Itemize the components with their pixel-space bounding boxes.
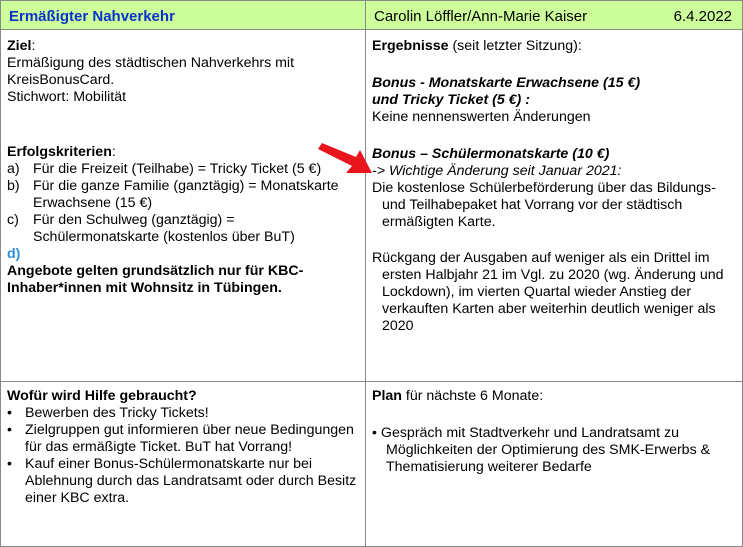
bonus2-text: Die kostenlose Schülerbeförderung über das Bildungs- und Teilhabepaket hat Vorrang vor der städtisch ermäßigten Karte. xyxy=(372,180,716,230)
ergebnisse-cell xyxy=(365,30,743,382)
plan-heading xyxy=(372,388,736,405)
criterion-d-letter: d) xyxy=(7,246,21,262)
bonus1-text: Keine nennenswerten Änderungen xyxy=(372,109,591,125)
erfolg-heading: Erfolgskriterien: xyxy=(7,144,116,160)
ziel-heading: Ziel: xyxy=(7,38,36,54)
criterion-d-text: Angebote gelten grundsätzlich nur für KBC-Inhaber*innen mit Wohnsitz in Tübingen. xyxy=(7,263,304,296)
plan-sub: für nächste 6 Monate: xyxy=(405,388,544,404)
document-title: Ermäßigter Nahverkehr xyxy=(0,0,366,30)
ergebnisse-label: Ergebnisse xyxy=(372,38,449,54)
plan-item: • Gespräch mit Stadtverkehr und Landratsamt zu Möglichkeiten der Optimierung des SMK-Erwerbs & Thematisierung weiterer Bedarfe xyxy=(372,425,711,475)
criterion-text: Für die ganze Familie (ganztägig) = Monatskarte Erwachsene (15 €) xyxy=(33,178,339,211)
list-item: • Bewerben des Tricky Tickets! xyxy=(7,405,209,421)
bonus2-note: -> Wichtige Änderung seit Januar 2021: xyxy=(372,163,622,179)
criterion-letter: a) xyxy=(7,161,20,177)
hilfe-list xyxy=(7,405,359,507)
ziel-stichwort: Stichwort: Mobilität xyxy=(7,89,127,105)
header-meta xyxy=(366,0,743,30)
rueckgang-text: Rückgang der Ausgaben auf weniger als ein Drittel im ersten Halbjahr 21 im Vgl. zu 2020 (wg. Änderung und Lockdown), im vierten Quartal wieder Anstieg der verkauften Karten aber weiterhin deutlich weniger als 2020 xyxy=(372,250,724,334)
ergebnisse-sub: (seit letzter Sitzung): xyxy=(452,38,582,54)
criterion-a xyxy=(7,161,359,178)
criterion-letter: c) xyxy=(7,212,19,228)
bonus2-title: Bonus – Schülermonatskarte (10 €) xyxy=(372,146,610,162)
ziel-label: Ziel xyxy=(7,38,32,54)
bonus1-title-b: und Tricky Ticket (5 €) : xyxy=(372,92,530,108)
criterion-text: Für den Schulweg (ganztägig) = Schülermonatskarte (kostenlos über BuT) xyxy=(33,212,295,245)
criterion-text: Für die Freizeit (Teilhabe) = Tricky Ticket (5 €) xyxy=(33,161,322,177)
date: 6.4.2022 xyxy=(673,8,732,25)
red-arrow-icon xyxy=(316,143,374,179)
erfolg-label: Erfolgskriterien xyxy=(7,144,112,160)
list-item: • Kauf einer Bonus-Schülermonatskarte nur bei Ablehnung durch das Landratsamt oder durch Besitz einer KBC extra. xyxy=(7,456,357,506)
authors: Carolin Löffler/Ann-Marie Kaiser xyxy=(374,8,588,25)
ziel-cell xyxy=(0,30,366,382)
ziel-text: Ermäßigung des städtischen Nahverkehrs mit KreisBonusCard. xyxy=(7,55,295,88)
bonus1-title-a: Bonus - Monatskarte Erwachsene (15 €) xyxy=(372,75,641,91)
hilfe-heading: Wofür wird Hilfe gebraucht? xyxy=(7,388,197,404)
list-item: • Zielgruppen gut informieren über neue Bedingungen für das ermäßigte Ticket. BuT hat Vorrang! xyxy=(7,422,354,455)
criterion-c xyxy=(7,212,359,246)
criterion-b xyxy=(7,178,359,212)
criterion-letter: b) xyxy=(7,178,20,194)
ergebnisse-heading xyxy=(372,38,736,55)
plan-label: Plan xyxy=(372,388,402,404)
hilfe-cell xyxy=(0,381,366,547)
plan-cell xyxy=(365,381,743,547)
header-bar xyxy=(0,0,743,30)
